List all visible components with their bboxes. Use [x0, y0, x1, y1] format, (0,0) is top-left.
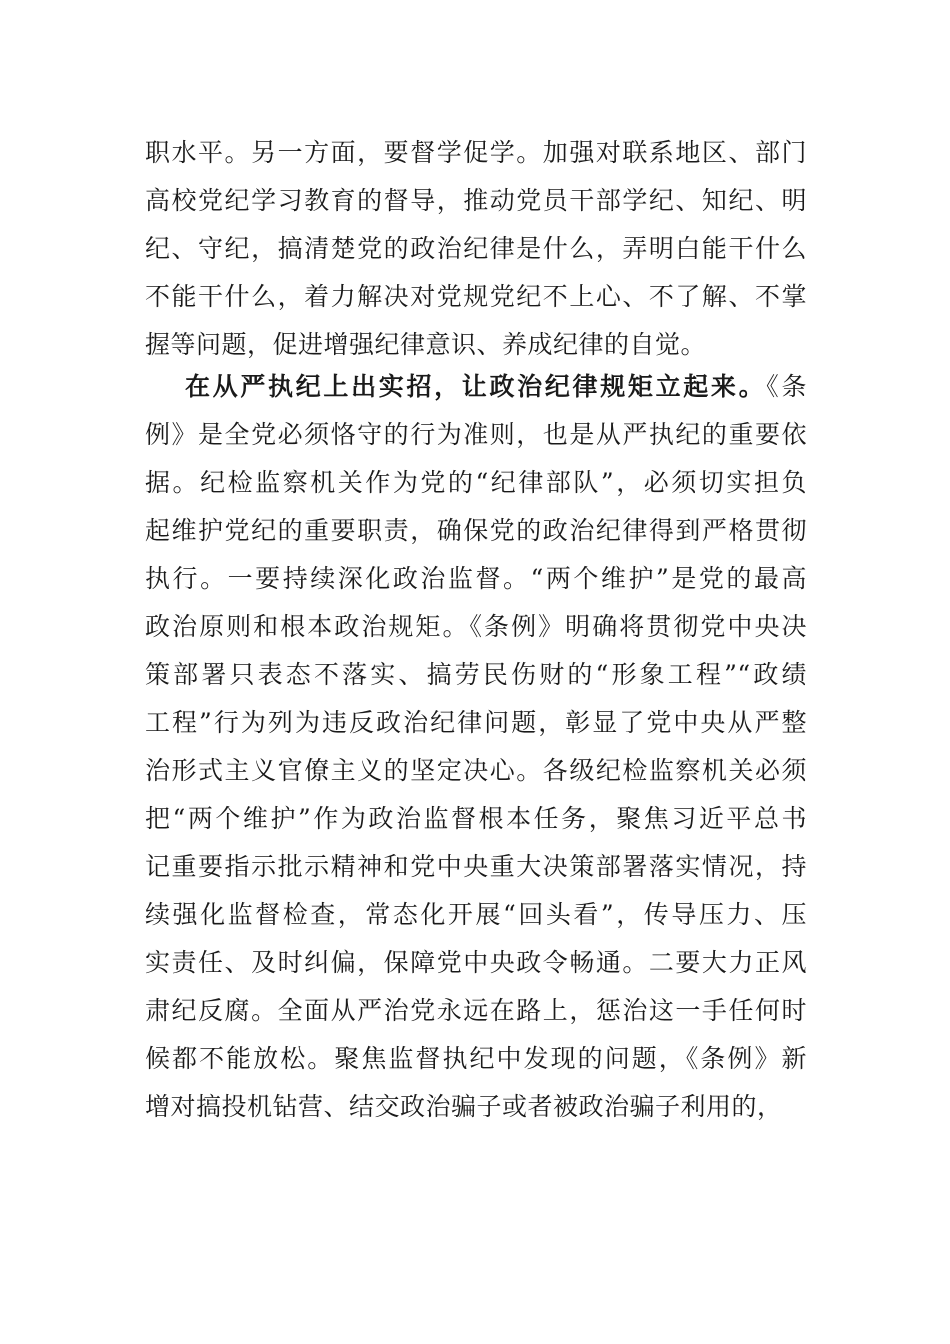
paragraph-line: 策部署只表态不落实、搞劳民伤财的“形象工程”“政绩: [145, 660, 807, 689]
paragraph-lead-sentence: 在从严执纪上出实招，让政治纪律规矩立起来。: [185, 372, 767, 401]
paragraph-line: 政治原则和根本政治规矩。《条例》明确将贯彻党中央决: [145, 612, 807, 641]
paragraph-line: 例》是全党必须恪守的行为准则，也是从严执纪的重要依: [145, 420, 807, 449]
paragraph-line: 高校党纪学习教育的督导，推动党员干部学纪、知纪、明: [145, 186, 807, 215]
paragraph-line: 纪、守纪，搞清楚党的政治纪律是什么，弄明白能干什么: [145, 234, 807, 263]
paragraph-first-line-rest: 《条: [766, 372, 807, 401]
paragraph-line: 据。纪检监察机关作为党的“纪律部队”，必须切实担负: [145, 468, 807, 497]
paragraph-line: 肃纪反腐。全面从严治党永远在路上，惩治这一手任何时: [145, 996, 807, 1025]
paragraph-line: 工程”行为列为违反政治纪律问题，彰显了党中央从严整: [145, 708, 807, 737]
paragraph-2: [145, 363, 807, 1131]
paragraph-line: 候都不能放松。聚焦监督执纪中发现的问题，《条例》新: [145, 1044, 807, 1073]
paragraph-line: 不能干什么，着力解决对党规党纪不上心、不了解、不掌: [145, 282, 807, 311]
paragraph-line: 握等问题，促进增强纪律意识、养成纪律的自觉。: [145, 330, 707, 359]
paragraph-line: 职水平。另一方面，要督学促学。加强对联系地区、部门: [145, 138, 807, 167]
paragraph-line: 起维护党纪的重要职责，确保党的政治纪律得到严格贯彻: [145, 516, 807, 545]
paragraph-line: 把“两个维护”作为政治监督根本任务，聚焦习近平总书: [145, 804, 807, 833]
paragraph-line: 增对搞投机钻营、结交政治骗子或者被政治骗子利用的，: [145, 1092, 783, 1121]
paragraph-line: 治形式主义官僚主义的坚定决心。各级纪检监察机关必须: [145, 756, 807, 785]
paragraph-line: 实责任、及时纠偏，保障党中央政令畅通。二要大力正风: [145, 948, 807, 977]
paragraph-1: [145, 129, 807, 369]
paragraph-first-line: [145, 363, 807, 411]
paragraph-line: 记重要指示批示精神和党中央重大决策部署落实情况，持: [145, 852, 807, 881]
paragraph-line: 续强化监督检查，常态化开展“回头看”，传导压力、压: [145, 900, 807, 929]
paragraph-line: 执行。一要持续深化政治监督。“两个维护”是党的最高: [145, 564, 807, 593]
